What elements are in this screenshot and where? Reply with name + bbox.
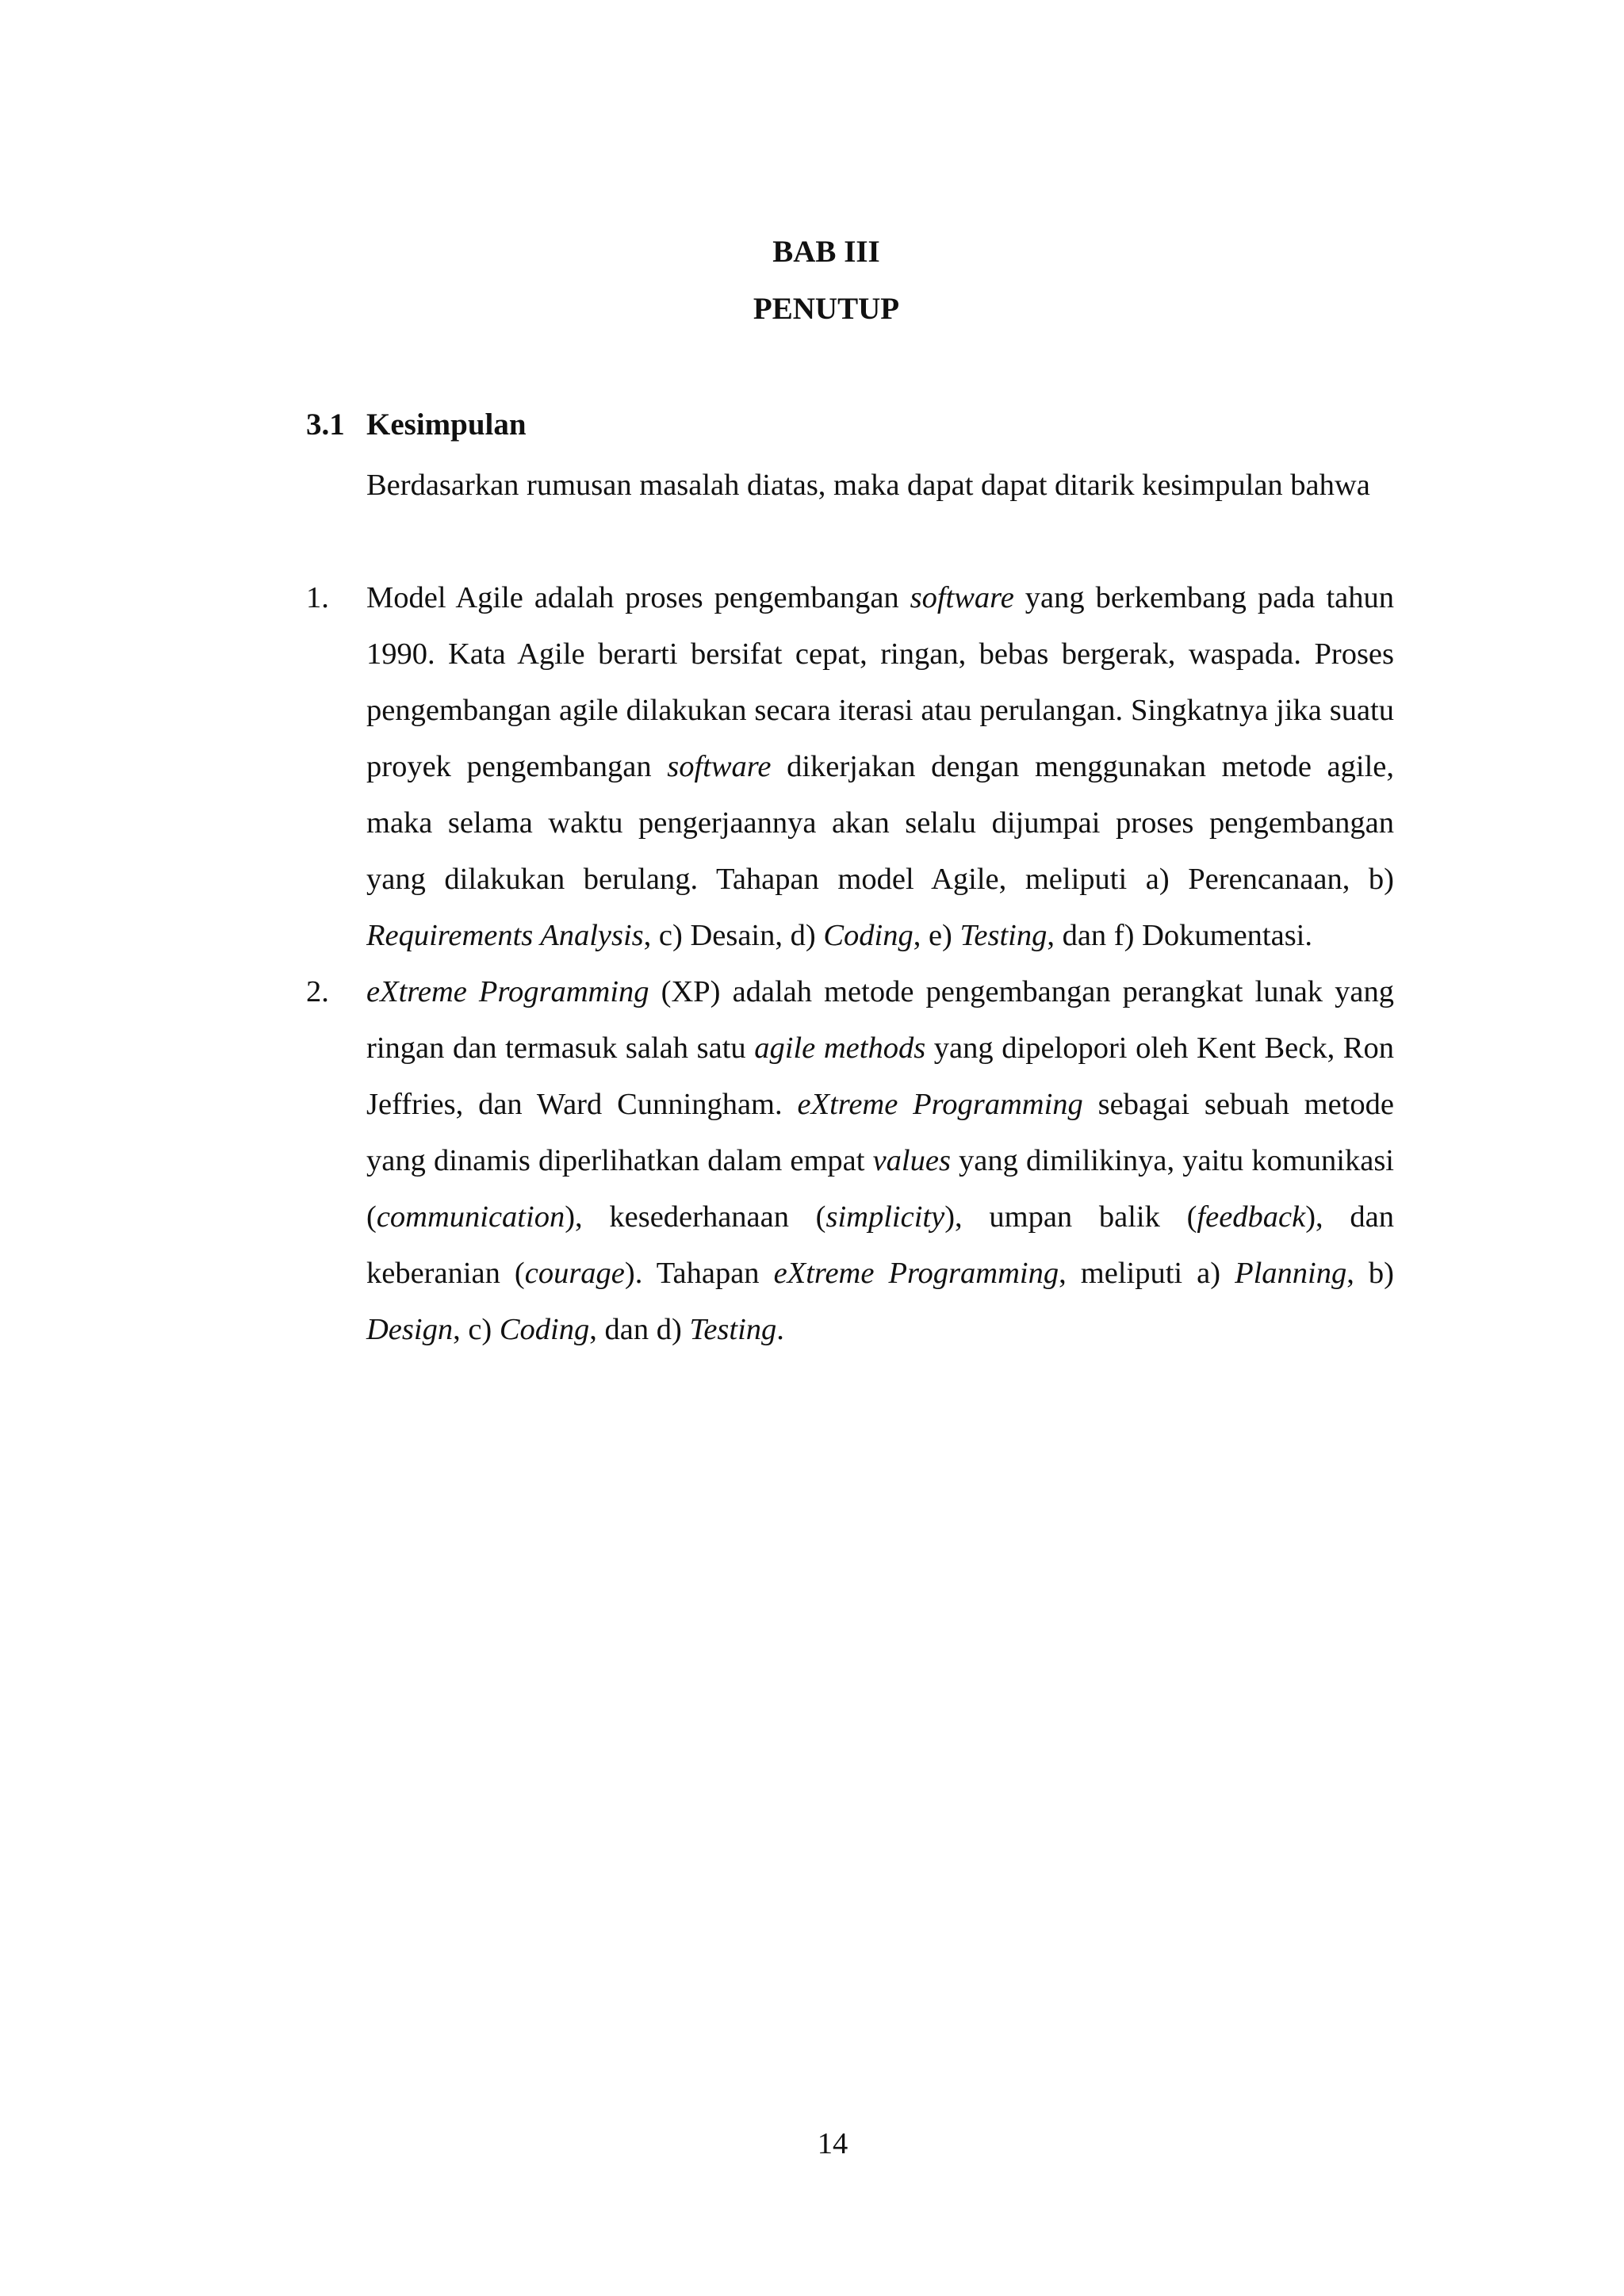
list-item-text: [366, 570, 1394, 964]
text-run: ), kesederhanaan (: [565, 1200, 826, 1234]
text-run: , b): [1346, 1257, 1394, 1290]
italic-term: communication: [376, 1200, 565, 1234]
page-number: 14: [817, 2127, 848, 2160]
section-title: Kesimpulan: [366, 408, 527, 442]
list-item-text: [366, 964, 1394, 1358]
italic-term: agile methods: [754, 1031, 926, 1065]
text-run: sebagai sebuah metode yang dinamis diperlihatkan dalam empat: [366, 1088, 1395, 1177]
text-run: ), umpan balik (: [944, 1200, 1197, 1234]
chapter-title: PENUTUP: [753, 292, 900, 326]
text-run: yang berkembang pada tahun 1990. Kata Agile berarti bersifat cepat, ringan, bebas bergerak, waspada. Proses pengembangan agile dilakukan secara iterasi atau perulangan. Singkatnya jika suatu proyek pengembangan: [366, 581, 1394, 783]
italic-term: values: [872, 1144, 951, 1177]
italic-term: Design: [366, 1313, 454, 1346]
italic-term: feedback: [1197, 1200, 1306, 1234]
text-run: , dan d): [589, 1313, 690, 1346]
text-run: ), dan keberanian (: [366, 1200, 1394, 1290]
italic-term: eXtreme Programming: [366, 975, 649, 1008]
italic-term: simplicity: [825, 1200, 945, 1234]
text-run: .: [776, 1313, 784, 1346]
text-run: dikerjakan dengan menggunakan metode agile, maka selama waktu pengerjaannya akan selalu dijumpai proses pengembangan yang dilakukan berulang. Tahapan model Agile, meliputi a) Perencanaan, b): [366, 750, 1394, 896]
section-number: 3.1: [306, 408, 345, 442]
text-run: , meliputi a): [1059, 1257, 1235, 1290]
text-run: Model Agile adalah proses pengembangan: [366, 581, 910, 614]
italic-term: courage: [524, 1257, 625, 1290]
text-run: (XP) adalah metode pengembangan perangkat lunak yang ringan dan termasuk salah satu: [366, 975, 1394, 1065]
text-run: , e): [913, 919, 960, 952]
intro-paragraph: Berdasarkan rumusan masalah diatas, maka dapat dapat ditarik kesimpulan bahwa: [366, 469, 1370, 502]
italic-term: software: [667, 750, 772, 783]
text-run: , c): [453, 1313, 500, 1346]
chapter-number: BAB III: [772, 235, 880, 269]
italic-term: eXtreme Programming: [773, 1257, 1059, 1290]
italic-term: Testing: [959, 919, 1048, 952]
text-run: , dan f) Dokumentasi.: [1047, 919, 1313, 952]
list-item: [306, 964, 1394, 1358]
italic-term: Coding: [499, 1313, 590, 1346]
italic-term: eXtreme Programming: [797, 1088, 1083, 1121]
list-item: [306, 570, 1394, 964]
italic-term: Coding: [823, 919, 914, 952]
text-run: ). Tahapan: [624, 1257, 774, 1290]
section-heading: [306, 409, 527, 440]
text-run: yang dimilikinya, yaitu komunikasi (: [366, 1144, 1395, 1234]
text-run: yang dipelopori oleh Kent Beck, Ron Jeffries, dan Ward Cunningham.: [366, 1031, 1394, 1121]
conclusion-list: [306, 570, 1394, 1358]
italic-term: Requirements Analysis: [366, 919, 644, 952]
list-marker: 2.: [306, 975, 329, 1008]
italic-term: Testing: [689, 1313, 777, 1346]
list-marker: 1.: [306, 581, 329, 614]
italic-term: Planning: [1235, 1257, 1347, 1290]
text-run: , c) Desain, d): [643, 919, 824, 952]
italic-term: software: [910, 581, 1014, 614]
